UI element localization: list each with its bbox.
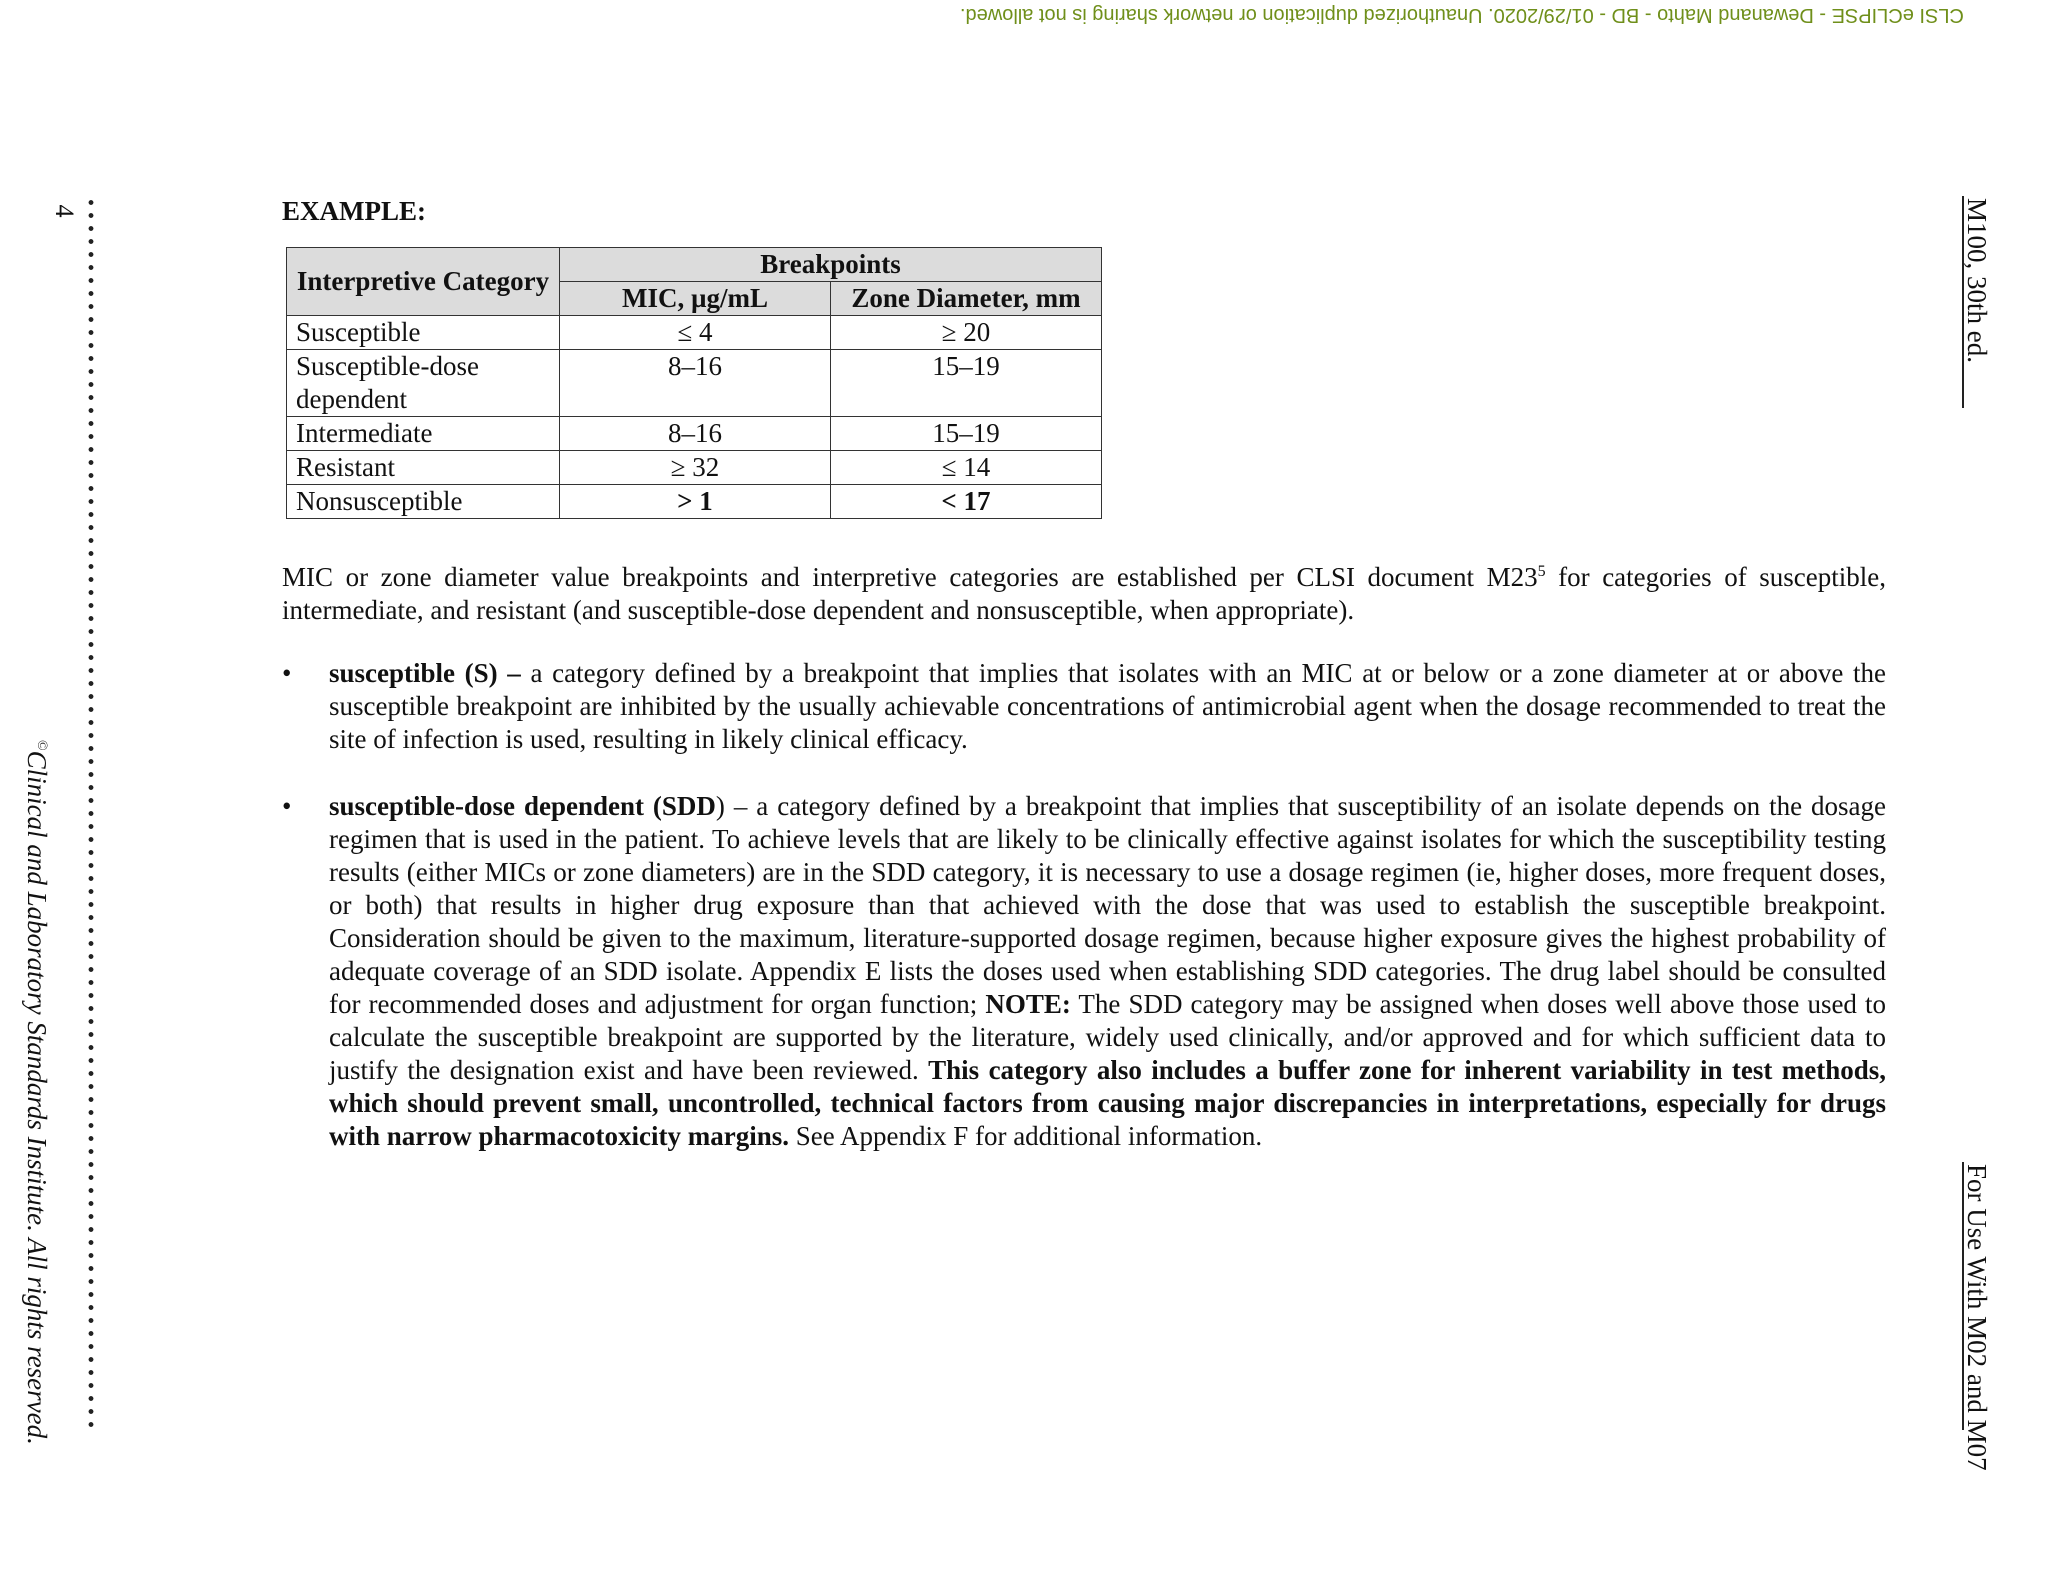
category-cell: Susceptible [287,316,560,350]
list-item-susceptible [282,657,1886,756]
mic-cell: 8–16 [560,350,831,417]
definition-susceptible: a category defined by a breakpoint that implies that isolates with an MIC at or below or a zone diameter at or above the susceptible breakpoint are inhibited by the usually achievable concentrations of antimicrobial agent when the dosage recommended to treat the site of infection is used, resulting in likely clinical efficacy. [329,658,1886,754]
intro-paragraph [282,555,1886,627]
term-sdd: susceptible-dose dependent (SDD [329,791,716,821]
example-label: EXAMPLE: [282,196,426,226]
mic-cell: ≤ 4 [560,316,831,350]
term-susceptible: susceptible (S) – [329,658,521,688]
category-cell: Resistant [287,451,560,485]
mic-cell: > 1 [560,485,831,519]
table-row [287,451,1102,485]
dotted-margin-rule [87,196,95,1430]
header-mic: MIC, µg/mL [560,282,831,316]
copyright-text: Clinical and Laboratory Standards Institute. All rights reserved. [22,750,52,1445]
list-item-sdd [282,790,1886,1153]
definitions-list [282,657,1886,1153]
header-interpretive-category: Interpretive Category [287,248,560,316]
reference-superscript: 5 [1537,563,1546,580]
zone-cell: < 17 [831,485,1102,519]
definition-sdd-note: The SDD category may be assigned when doses well above those used to calculate the susceptible breakpoint are supported by the literature, widely used clinically, and/or approved and for which sufficient data to justify the designation exist and have been reviewed. [329,989,1887,1085]
watermark: CLSI eCLIPSE - Dewanand Mahto - BD - 01/29/2020. Unauthorized duplication or network sharing is not allowed. [960,4,1964,26]
table-row [287,485,1102,519]
category-cell: Susceptible-dose dependent [287,350,560,417]
bullet: • [282,658,292,688]
running-head-bottom-text: For Use With M02 and M07 [1962,1164,1992,1471]
running-head-top-text: M100, 30th ed. [1962,198,1992,363]
table-row [287,417,1102,451]
definition-sdd: ) – a category defined by a breakpoint that implies that susceptibility of an isolate depends on the dosage regimen that is used in the patient. To achieve levels that are likely to be clinically effective against isolates for which the susceptibility testing results (either MICs or zone diameters) are in the SDD category, it is necessary to use a dosage regimen (ie, higher doses, more frequent doses, or both) that results in higher drug exposure than that achieved with the dose that was used to establish the susceptible breakpoint. Consideration should be given to the maximum, literature-supported dosage regimen, because higher exposure gives the highest probability of adequate coverage of an SDD isolate. Appendix E lists the doses used when establishing SDD categories. The drug label should be consulted for recommended doses and adjustment for organ function; [329,791,1886,1019]
copyright-symbol: © [34,740,49,751]
definition-sdd-bold: This category also includes a buffer zone for inherent variability in test methods, which should prevent small, uncontrolled, technical factors from causing major discrepancies in interpretations, especially for drugs with narrow pharmacotoxicity margins. [329,1055,1886,1151]
header-breakpoints: Breakpoints [560,248,1102,282]
definition-sdd-end: See Appendix F for additional information. [788,1121,1263,1151]
main-content [282,190,1887,1187]
bullet: • [282,791,292,821]
mic-cell: 8–16 [560,417,831,451]
category-cell: Intermediate [287,417,560,451]
zone-cell: 15–19 [831,350,1102,417]
page-number: 4 [50,204,79,218]
mic-cell: ≥ 32 [560,451,831,485]
note-label: NOTE: [985,989,1071,1019]
zone-cell: 15–19 [831,417,1102,451]
breakpoints-table [286,247,1102,519]
table-row [287,316,1102,350]
intro-text-continued: for categories of susceptible, intermediate, and resistant (and susceptible-dose dependent and nonsusceptible, when appropriate). [282,562,1886,625]
zone-cell: ≤ 14 [831,451,1102,485]
intro-text: MIC or zone diameter value breakpoints and interpretive categories are established per CLSI document M23 [282,562,1538,592]
header-zone-diameter: Zone Diameter, mm [831,282,1102,316]
zone-cell: ≥ 20 [831,316,1102,350]
table-row [287,350,1102,417]
category-cell: Nonsusceptible [287,485,560,519]
